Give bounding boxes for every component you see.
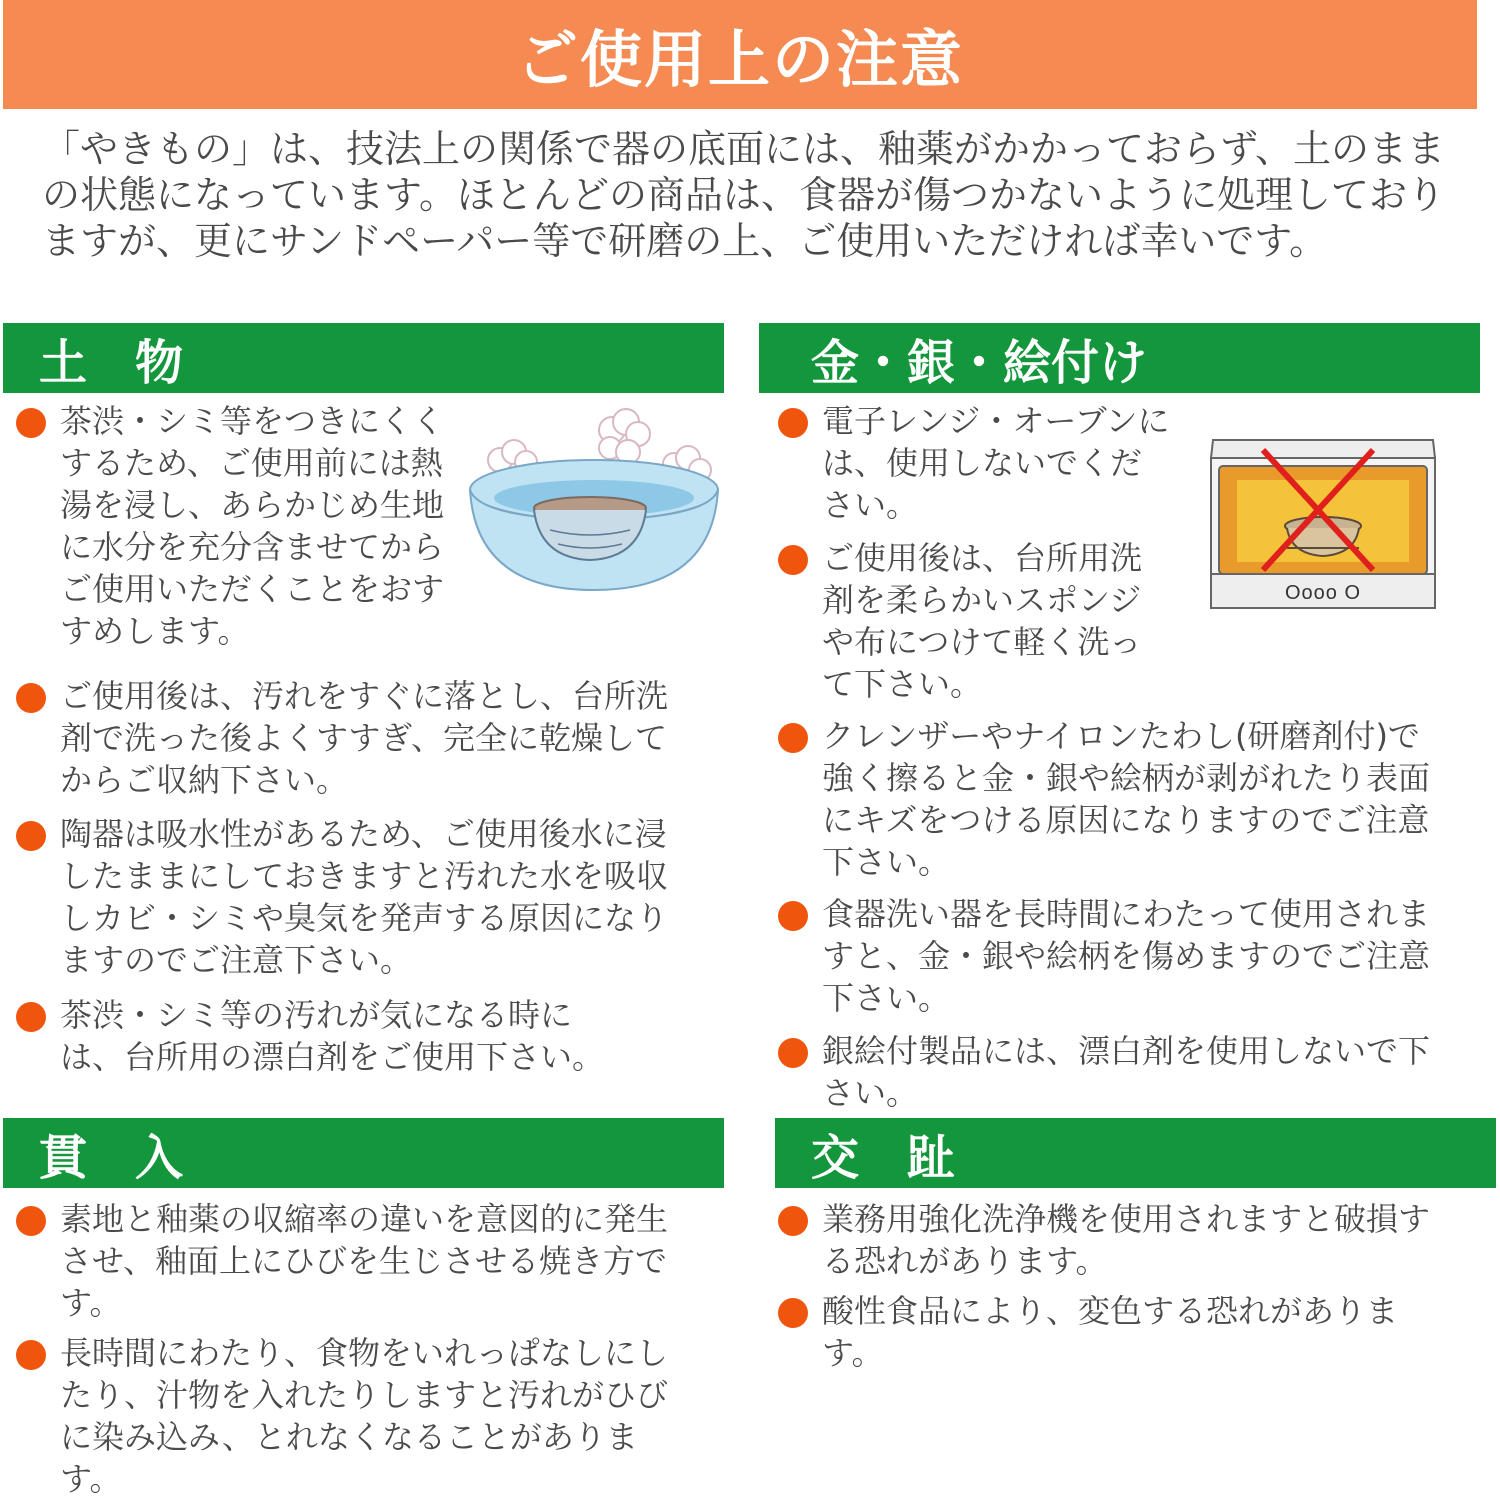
list-item: 茶渋・シミ等の汚れが気になる時には、台所用の漂白剤をご使用下さい。 (60, 994, 635, 1078)
bowl-soaking-in-hot-water-icon (462, 408, 732, 598)
list-item: 電子レンジ・オーブンには、使用しないでください。 (822, 400, 1172, 526)
crossed-out-microwave-oven-icon (1205, 430, 1441, 615)
section-heading-label: 土 物 (39, 334, 184, 391)
section-heading-label: 金・銀・絵付け (811, 334, 1148, 391)
intro-paragraph: 「やきもの」は、技法上の関係で器の底面には、釉薬がかかっておらず、土のままの状態になっています。ほとんどの商品は、食器が傷つかないように処理しておりますが、更にサンドペーパー等で研磨の上、ご使用いただければ幸いです。 (42, 127, 1445, 263)
section-heading-label: 交 趾 (811, 1129, 956, 1186)
list-item: ご使用後は、台所用洗剤を柔らかいスポンジや布につけて軽く洗って下さい。 (822, 537, 1172, 705)
list-item: 銀絵付製品には、漂白剤を使用しないで下さい。 (822, 1030, 1447, 1114)
bullet-icon (16, 1002, 46, 1032)
bullet-icon (16, 683, 46, 713)
bullet-icon (778, 901, 808, 931)
list-item: 素地と釉薬の収縮率の違いを意図的に発生させ、釉面上にひびを生じさせる焼き方です。 (60, 1198, 685, 1324)
bullet-icon (16, 821, 46, 851)
list-item: 長時間にわたり、食物をいれっぱなしにしたり、汁物を入れたりしますと汚れがひびに染み込み、とれなくなることがあります。 (60, 1332, 685, 1500)
section-heading-label: 貫 入 (39, 1129, 184, 1186)
section-heading-gold-silver (759, 323, 1480, 393)
section-heading-kochi (775, 1118, 1496, 1188)
list-item: ご使用後は、汚れをすぐに落とし、台所洗剤で洗った後よくすすぎ、完全に乾燥してからご収納下さい。 (60, 675, 685, 801)
bullet-icon (778, 723, 808, 753)
bullet-icon (16, 1340, 46, 1370)
page-title-bar (3, 0, 1477, 109)
page-title: ご使用上の注意 (515, 23, 964, 96)
bullet-icon (778, 408, 808, 438)
bullet-icon (778, 1038, 808, 1068)
list-item: 茶渋・シミ等をつきにくくするため、ご使用前には熱湯を浸し、あらかじめ生地に水分を充分含ませてからご使用いただくことをおすすめします。 (60, 400, 445, 652)
section-heading-earthenware (3, 323, 724, 393)
oven-dial-label: Oooo O (1284, 582, 1362, 604)
bullet-icon (778, 545, 808, 575)
bullet-icon (778, 1206, 808, 1236)
list-item: 食器洗い器を長時間にわたって使用されますと、金・銀や絵柄を傷めますのでご注意下さい。 (822, 893, 1447, 1019)
list-item: クレンザーやナイロンたわし(研磨剤付)で強く擦ると金・銀や絵柄が剥がれたり表面にキズをつける原因になりますのでご注意下さい。 (822, 715, 1447, 883)
list-item: 陶器は吸水性があるため、ご使用後水に浸したままにしておきますと汚れた水を吸収しカビ・シミや臭気を発声する原因になりますのでご注意下さい。 (60, 813, 685, 981)
bullet-icon (16, 1206, 46, 1236)
list-item: 酸性食品により、変色する恐れがあります。 (822, 1290, 1447, 1374)
bullet-icon (778, 1298, 808, 1328)
bullet-icon (16, 408, 46, 438)
list-item: 業務用強化洗浄機を使用されますと破損する恐れがあります。 (822, 1198, 1447, 1282)
section-heading-crackle (3, 1118, 724, 1188)
